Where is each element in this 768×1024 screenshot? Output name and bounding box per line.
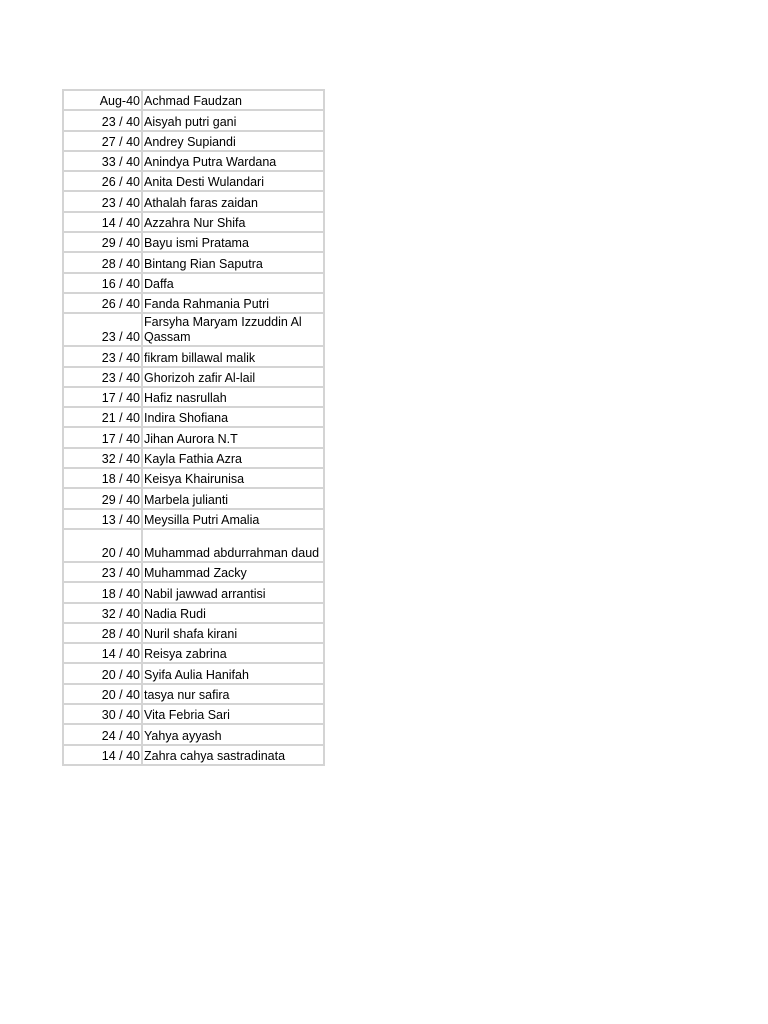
name-cell: Farsyha Maryam Izzuddin Al Qassam <box>142 313 324 346</box>
score-table <box>62 89 325 766</box>
name-cell: Reisya zabrina <box>142 643 324 663</box>
name-cell: Vita Febria Sari <box>142 704 324 724</box>
table-row <box>63 509 324 529</box>
table-row <box>63 663 324 683</box>
table-row <box>63 745 324 765</box>
name-cell: Athalah faras zaidan <box>142 191 324 211</box>
name-cell: Nabil jawwad arrantisi <box>142 582 324 602</box>
name-cell: Ghorizoh zafir Al-lail <box>142 367 324 387</box>
table-row <box>63 110 324 130</box>
table-row <box>63 448 324 468</box>
score-cell: 16 / 40 <box>63 273 142 293</box>
table-row <box>63 212 324 232</box>
score-cell: 23 / 40 <box>63 562 142 582</box>
score-cell: 20 / 40 <box>63 663 142 683</box>
name-cell: Meysilla Putri Amalia <box>142 509 324 529</box>
score-cell: 28 / 40 <box>63 252 142 272</box>
score-cell: 18 / 40 <box>63 468 142 488</box>
table-row <box>63 151 324 171</box>
score-cell: 13 / 40 <box>63 509 142 529</box>
name-cell: Kayla Fathia Azra <box>142 448 324 468</box>
score-cell: 14 / 40 <box>63 212 142 232</box>
name-cell: Syifa Aulia Hanifah <box>142 663 324 683</box>
score-cell: 29 / 40 <box>63 488 142 508</box>
name-cell: fikram billawal malik <box>142 346 324 366</box>
score-cell: 14 / 40 <box>63 643 142 663</box>
score-cell: 24 / 40 <box>63 724 142 744</box>
score-cell: 21 / 40 <box>63 407 142 427</box>
name-cell: Bayu ismi Pratama <box>142 232 324 252</box>
score-cell: 18 / 40 <box>63 582 142 602</box>
table-row <box>63 293 324 313</box>
name-cell: Andrey Supiandi <box>142 131 324 151</box>
name-cell: Anindya Putra Wardana <box>142 151 324 171</box>
table-row <box>63 427 324 447</box>
score-cell: 23 / 40 <box>63 346 142 366</box>
score-cell: 14 / 40 <box>63 745 142 765</box>
score-cell: 26 / 40 <box>63 171 142 191</box>
table-row <box>63 488 324 508</box>
score-cell: 30 / 40 <box>63 704 142 724</box>
table-row <box>63 346 324 366</box>
name-cell: Anita Desti Wulandari <box>142 171 324 191</box>
table-row <box>63 191 324 211</box>
table-row <box>63 367 324 387</box>
table-row <box>63 131 324 151</box>
table-row <box>63 407 324 427</box>
score-cell: 23 / 40 <box>63 191 142 211</box>
name-cell: Yahya ayyash <box>142 724 324 744</box>
name-cell: Jihan Aurora N.T <box>142 427 324 447</box>
name-cell: Daffa <box>142 273 324 293</box>
score-cell: 23 / 40 <box>63 313 142 346</box>
table-row <box>63 387 324 407</box>
name-cell: Zahra cahya sastradinata <box>142 745 324 765</box>
score-cell: 27 / 40 <box>63 131 142 151</box>
name-cell: tasya nur safira <box>142 684 324 704</box>
name-cell: Azzahra Nur Shifa <box>142 212 324 232</box>
score-cell: 26 / 40 <box>63 293 142 313</box>
name-cell: Nuril shafa kirani <box>142 623 324 643</box>
score-cell: 33 / 40 <box>63 151 142 171</box>
score-cell: 32 / 40 <box>63 603 142 623</box>
table-row <box>63 468 324 488</box>
table-row <box>63 704 324 724</box>
table-row <box>63 562 324 582</box>
table-row <box>63 582 324 602</box>
table-row <box>63 684 324 704</box>
name-cell: Aisyah putri gani <box>142 110 324 130</box>
score-cell: 20 / 40 <box>63 684 142 704</box>
name-cell: Hafiz nasrullah <box>142 387 324 407</box>
table-row <box>63 623 324 643</box>
table-row <box>63 252 324 272</box>
score-cell: 23 / 40 <box>63 110 142 130</box>
score-cell: Aug-40 <box>63 90 142 110</box>
name-cell: Marbela julianti <box>142 488 324 508</box>
score-cell: 32 / 40 <box>63 448 142 468</box>
name-cell: Bintang Rian Saputra <box>142 252 324 272</box>
table-row <box>63 313 324 346</box>
table-row <box>63 529 324 562</box>
table-row <box>63 90 324 110</box>
name-cell: Muhammad abdurrahman daud <box>142 529 324 562</box>
name-cell: Keisya Khairunisa <box>142 468 324 488</box>
score-cell: 28 / 40 <box>63 623 142 643</box>
table-row <box>63 724 324 744</box>
score-cell: 17 / 40 <box>63 387 142 407</box>
name-cell: Indira Shofiana <box>142 407 324 427</box>
table-row <box>63 232 324 252</box>
name-cell: Achmad Faudzan <box>142 90 324 110</box>
name-cell: Muhammad Zacky <box>142 562 324 582</box>
table-row <box>63 643 324 663</box>
score-cell: 23 / 40 <box>63 367 142 387</box>
name-cell: Nadia Rudi <box>142 603 324 623</box>
score-table-body <box>63 90 324 765</box>
table-row <box>63 171 324 191</box>
name-cell: Fanda Rahmania Putri <box>142 293 324 313</box>
table-row <box>63 603 324 623</box>
score-cell: 17 / 40 <box>63 427 142 447</box>
score-cell: 20 / 40 <box>63 529 142 562</box>
table-row <box>63 273 324 293</box>
score-cell: 29 / 40 <box>63 232 142 252</box>
